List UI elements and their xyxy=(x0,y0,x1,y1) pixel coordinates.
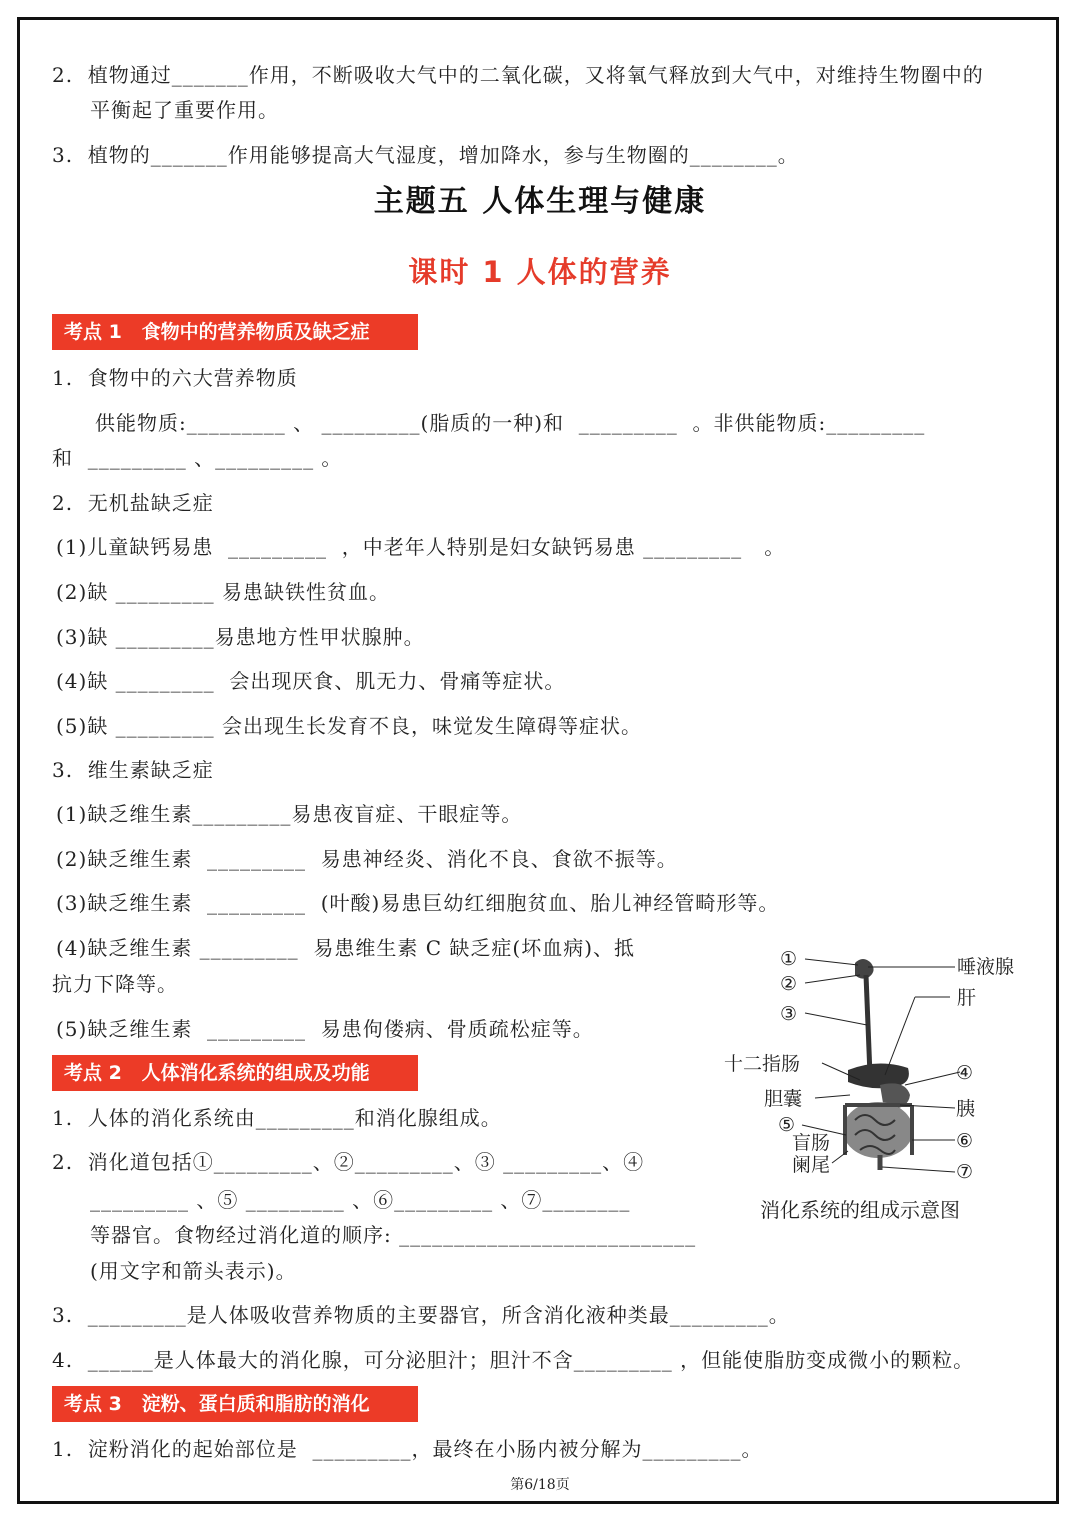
s1-line: (4)缺 _________ 会出现厌食、肌无力、骨痛等症状。 xyxy=(56,669,566,693)
q3-line: 3. 植物的_______作用能够提高大气湿度，增加降水，参与生物圈的________。 xyxy=(52,143,799,167)
s2-line: 3. _________是人体吸收营养物质的主要器官，所含消化液种类最_________。 xyxy=(52,1303,790,1327)
label-n6: ⑥ xyxy=(956,1130,974,1152)
section-3-header: 考点 3 淀粉、蛋白质和脂肪的消化 xyxy=(52,1386,418,1422)
s2-line: 4. ______是人体最大的消化腺，可分泌胆汁；胆汁不含_________ ，但能使脂肪变成微小的颗粒。 xyxy=(52,1348,975,1372)
label-n5: ⑤ xyxy=(778,1114,796,1136)
label-gallbladder: 胆囊 xyxy=(764,1088,803,1110)
label-liver: 肝 xyxy=(957,987,977,1009)
s1-line: 1. 食物中的六大营养物质 xyxy=(52,366,298,390)
label-n3: ③ xyxy=(780,1003,798,1025)
s1-line: (1)儿童缺钙易患 _________ ，中老年人特别是妇女缺钙易患 _________ 。 xyxy=(56,535,786,559)
s1-line: (3)缺 _________易患地方性甲状腺肿。 xyxy=(56,625,425,649)
lesson-title: 课时 1 人体的营养 xyxy=(408,255,672,289)
label-n7: ⑦ xyxy=(956,1161,974,1183)
s1-line: (2)缺乏维生素 _________ 易患神经炎、消化不良、食欲不振等。 xyxy=(56,847,678,871)
q2-line-a: 2. 植物通过_______作用，不断吸收大气中的二氧化碳，又将氧气释放到大气中，对维持生物圈中的 xyxy=(52,63,984,87)
s3-line: 1. 淀粉消化的起始部位是 _________，最终在小肠内被分解为_________。 xyxy=(52,1437,763,1461)
label-n1: ① xyxy=(780,948,798,970)
s2-line: 1. 人体的消化系统由_________和消化腺组成。 xyxy=(52,1106,502,1130)
s1-line: (1)缺乏维生素_________易患夜盲症、干眼症等。 xyxy=(56,802,523,826)
s1-line: (3)缺乏维生素 _________ (叶酸)易患巨幼红细胞贫血、胎儿神经管畸形等。 xyxy=(56,891,780,915)
diagram-caption: 消化系统的组成示意图 xyxy=(760,1198,960,1222)
s1-line: (4)缺乏维生素 _________ 易患维生素 C 缺乏症(坏血病)、抵 xyxy=(56,936,636,960)
s1-line: (5)缺乏维生素 _________ 易患佝偻病、骨质疏松症等。 xyxy=(56,1017,594,1041)
label-cecum: 盲肠 xyxy=(792,1132,831,1154)
label-salivary: 唾液腺 xyxy=(957,956,1015,978)
theme-title: 主题五 人体生理与健康 xyxy=(373,184,707,219)
s1-line: 抗力下降等。 xyxy=(52,972,178,996)
digestive-system-diagram xyxy=(720,945,1040,1185)
section-2-header: 考点 2 人体消化系统的组成及功能 xyxy=(52,1055,418,1091)
page-number: 第6/18页 xyxy=(510,1477,570,1493)
label-n2: ② xyxy=(780,973,798,995)
s2-line: _________ 、⑤ _________ 、⑥_________ 、⑦________ xyxy=(90,1188,631,1212)
s2-line: 等器官。食物经过消化道的顺序: ___________________________ xyxy=(90,1223,697,1247)
s1-line: (2)缺 _________ 易患缺铁性贫血。 xyxy=(56,580,391,604)
label-pancreas: 胰 xyxy=(956,1098,976,1120)
section-1-header: 考点 1 食物中的营养物质及缺乏症 xyxy=(52,314,418,350)
q2-line-b: 平衡起了重要作用。 xyxy=(90,98,279,122)
label-n4: ④ xyxy=(956,1062,974,1084)
s1-line: 3. 维生素缺乏症 xyxy=(52,758,214,782)
s2-line: 2. 消化道包括①_________、②_________、③ _________、④ xyxy=(52,1150,645,1174)
s1-line: 供能物质:_________ 、 _________(脂质的一种)和 _________ 。非供能物质:_________ xyxy=(95,411,926,435)
s2-line: (用文字和箭头表示)。 xyxy=(90,1259,297,1283)
s1-line: 2. 无机盐缺乏症 xyxy=(52,491,214,515)
s1-line: (5)缺 _________ 会出现生长发育不良，味觉发生障碍等症状。 xyxy=(56,714,643,738)
label-appendix: 阑尾 xyxy=(792,1154,831,1176)
label-duodenum: 十二指肠 xyxy=(724,1053,801,1075)
s1-line: 和 _________ 、_________ 。 xyxy=(52,446,343,470)
